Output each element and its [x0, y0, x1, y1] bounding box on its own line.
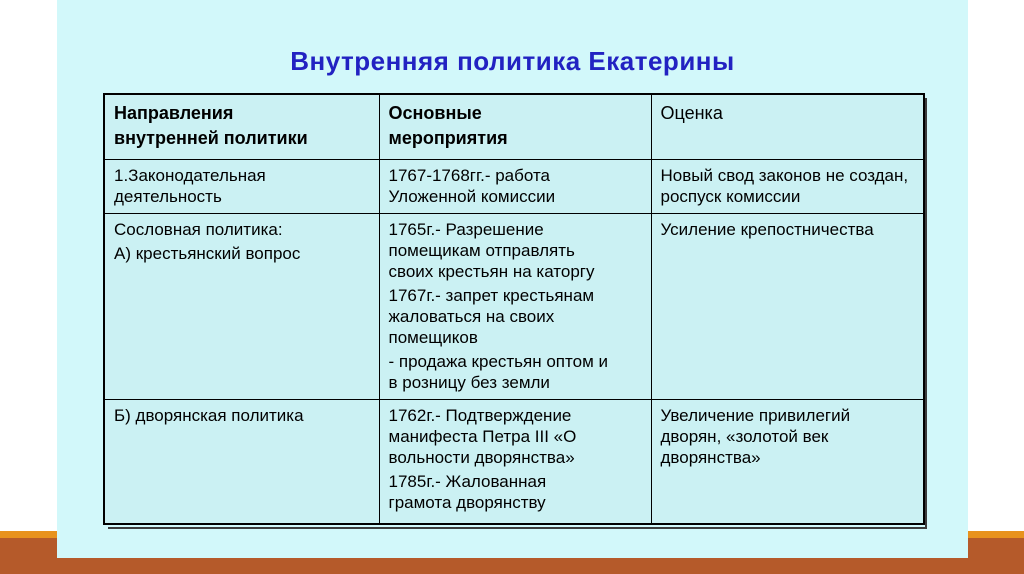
text-paragraph: Новый свод законов не создан, роспуск комиссии — [660, 165, 909, 206]
header-cell-measures — [379, 94, 651, 159]
text-paragraph: 1785г.- Жалованная грамота дворянству — [388, 471, 547, 512]
text-paragraph: 1762г.- Подтверждение манифеста Петра III «О вольности дворянства» — [388, 405, 577, 467]
policy-table — [103, 93, 925, 525]
header-text: Основные мероприятия — [388, 103, 508, 148]
table-row — [104, 213, 924, 399]
cell-assessment — [651, 159, 924, 213]
table-header-row — [104, 94, 924, 159]
text-paragraph: 1765г.- Разрешение помещикам отправлять своих крестьян на каторгу — [388, 219, 595, 281]
text-paragraph: Увеличение привилегий дворян, «золотой век дворянства» — [660, 405, 851, 467]
text-paragraph: Усиление крепостничества — [660, 219, 874, 239]
cell-assessment — [651, 213, 924, 399]
cell-direction — [104, 159, 379, 213]
text-paragraph: 1.Законодательная деятельность — [114, 165, 266, 206]
text-paragraph: А) крестьянский вопрос — [114, 243, 301, 263]
table-row — [104, 159, 924, 213]
cell-direction — [104, 399, 379, 524]
text-paragraph: - продажа крестьян оптом и в розницу без земли — [388, 351, 608, 392]
text-paragraph: Сословная политика: — [114, 219, 283, 239]
header-text: Направления внутренней политики — [114, 103, 308, 148]
slide — [57, 0, 968, 558]
header-text: Оценка — [660, 103, 723, 123]
header-cell-directions — [104, 94, 379, 159]
cell-direction — [104, 213, 379, 399]
slide-title: Внутренняя политика Екатерины — [290, 46, 735, 76]
text-paragraph: 1767г.- запрет крестьянам жаловаться на своих помещиков — [388, 285, 595, 347]
table-row — [104, 399, 924, 524]
cell-measures — [379, 159, 651, 213]
cell-measures — [379, 399, 651, 524]
cell-assessment — [651, 399, 924, 524]
text-paragraph: Б) дворянская политика — [114, 405, 304, 425]
header-cell-assessment — [651, 94, 924, 159]
cell-measures — [379, 213, 651, 399]
policy-table-container — [103, 93, 923, 525]
text-paragraph: 1767-1768гг.- работа Уложенной комиссии — [388, 165, 556, 206]
